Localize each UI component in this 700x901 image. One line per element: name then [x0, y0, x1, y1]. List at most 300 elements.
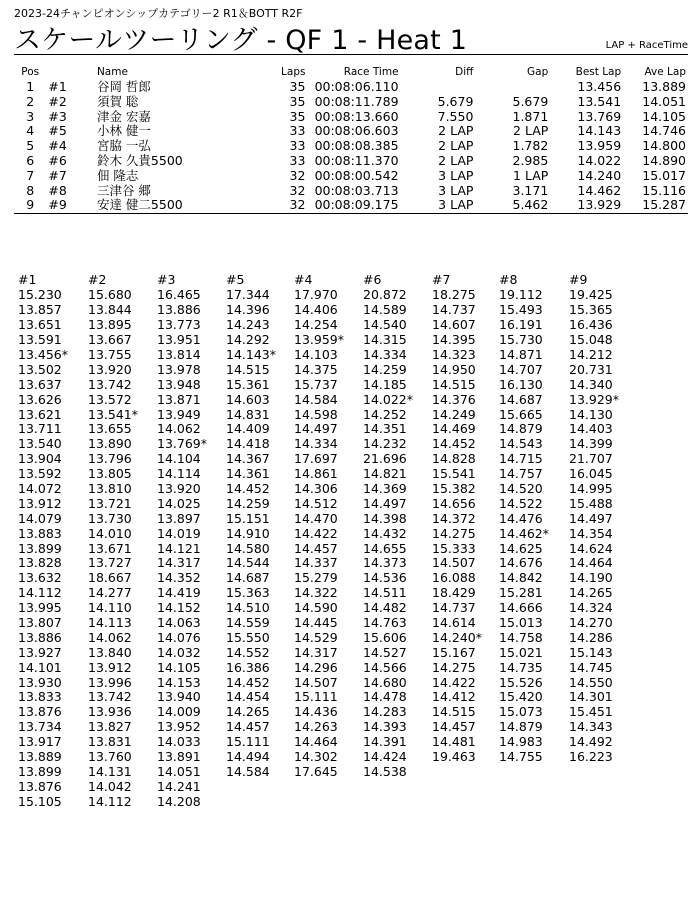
lap-time: 14.275 — [432, 525, 476, 541]
lap-time: 14.076 — [157, 629, 201, 645]
cell-ave-lap: 13.889 — [642, 79, 686, 94]
col-name: Name — [96, 66, 128, 78]
cell-number: #4 — [48, 138, 67, 154]
lap-time: 14.552 — [226, 644, 270, 660]
lap-time: 14.113 — [88, 614, 132, 630]
lap-time: 16.386 — [226, 659, 270, 675]
lap-time: 14.515 — [226, 361, 270, 377]
lap-time: 15.606 — [363, 629, 407, 645]
lap-time: 13.857 — [18, 302, 62, 318]
lap-column-header: #1 — [18, 272, 37, 287]
lap-time: 14.745 — [569, 659, 613, 675]
lap-time: 14.478 — [363, 689, 407, 705]
lap-column — [157, 273, 229, 810]
lap-time: 14.879 — [499, 719, 543, 735]
cell-laps: 33 — [289, 138, 306, 154]
lap-time: 15.420 — [499, 689, 543, 705]
lap-time: 14.543 — [499, 436, 543, 452]
cell-ave-lap: 15.017 — [642, 167, 686, 183]
lap-time: 14.821 — [363, 466, 407, 482]
cell-pos: 6 — [26, 152, 35, 168]
lap-time: 14.566 — [363, 659, 407, 675]
lap-time: 14.032 — [157, 644, 201, 660]
lap-column — [499, 273, 571, 765]
lap-time: 14.340 — [569, 376, 613, 392]
lap-time: 14.079 — [18, 510, 62, 526]
cell-pos: 9 — [14, 198, 46, 213]
lap-time: 14.063 — [157, 614, 201, 630]
cell-race-time: 00:08:06.110 — [314, 79, 399, 94]
cell-gap: 1.871 — [512, 108, 549, 124]
lap-time: 14.351 — [363, 421, 407, 437]
lap-time: 14.589 — [363, 302, 407, 318]
lap-time: 13.655 — [88, 421, 132, 437]
lap-time: 14.398 — [363, 510, 407, 526]
cell-name: 須賀 聡 — [96, 93, 139, 109]
cell-number: #8 — [48, 182, 67, 198]
cell-laps: 35 — [289, 108, 306, 124]
lap-time: 14.540 — [363, 317, 407, 333]
lap-time: 14.265 — [226, 704, 270, 720]
lap-time: 15.281 — [499, 585, 543, 601]
cell-gap: 5.462 — [475, 198, 550, 213]
lap-time: 14.469 — [432, 421, 476, 437]
lap-time: 15.451 — [569, 704, 613, 720]
lap-time: 14.375 — [294, 361, 338, 377]
lap-time: 14.527 — [363, 644, 407, 660]
lap-time: 14.452 — [432, 436, 476, 452]
lap-time: 14.607 — [432, 317, 476, 333]
lap-time: 14.025 — [157, 495, 201, 511]
page-title: スケールツーリング - QF 1 - Heat 1 — [14, 25, 468, 56]
col-diff: Diff — [455, 66, 474, 78]
lap-time: 13.727 — [88, 555, 132, 571]
lap-time: 14.464 — [569, 555, 613, 571]
lap-time: 13.883 — [18, 525, 62, 541]
lap-time: 13.769* — [157, 436, 207, 452]
lap-time: 14.406 — [294, 302, 338, 318]
lap-time: 14.130 — [569, 406, 613, 422]
lap-time: 14.317 — [157, 555, 201, 571]
lap-time: 14.409 — [226, 421, 270, 437]
lap-time: 13.540 — [18, 436, 62, 452]
lap-time: 15.737 — [294, 376, 338, 392]
lap-time: 14.419 — [157, 585, 201, 601]
lap-time: 14.105 — [157, 659, 201, 675]
lap-time: 13.502 — [18, 361, 62, 377]
lap-time: 15.105 — [18, 793, 62, 809]
lap-time: 14.243 — [226, 317, 270, 333]
lap-time: 13.978 — [157, 361, 201, 377]
lap-time: 14.831 — [226, 406, 270, 422]
lap-time: 14.259 — [226, 495, 270, 511]
lap-time: 14.462* — [499, 525, 549, 541]
lap-time: 15.073 — [499, 704, 543, 720]
lap-time: 14.861 — [294, 466, 338, 482]
lap-column-header: #7 — [432, 272, 451, 287]
table-row — [14, 184, 688, 199]
lap-time: 15.680 — [88, 287, 132, 303]
lap-time: 13.591 — [18, 332, 62, 348]
lap-time: 14.757 — [499, 466, 543, 482]
lap-time: 14.306 — [294, 480, 338, 496]
lap-time: 14.352 — [157, 570, 201, 586]
lap-time: 19.425 — [569, 287, 613, 303]
cell-name: 宮脇 一弘 — [96, 138, 151, 154]
lap-time: 13.840 — [88, 644, 132, 660]
lap-time: 14.372 — [432, 510, 476, 526]
cell-race-time: 00:08:00.542 — [314, 167, 399, 183]
lap-time: 14.275 — [432, 659, 476, 675]
results-table — [14, 66, 688, 214]
lap-time: 13.810 — [88, 480, 132, 496]
lap-time: 14.212 — [569, 346, 613, 362]
lap-time: 15.230 — [18, 287, 62, 303]
lap-time: 14.755 — [499, 749, 543, 764]
lap-time: 14.301 — [569, 689, 613, 705]
lap-time: 14.520 — [499, 480, 543, 496]
lap-time: 14.254 — [294, 317, 338, 333]
cell-ave-lap: 14.746 — [642, 123, 686, 139]
lap-time: 17.344 — [226, 287, 270, 303]
lap-time: 14.317 — [294, 644, 338, 660]
table-row — [14, 95, 688, 110]
lap-time: 13.721 — [88, 495, 132, 511]
lap-time: 13.773 — [157, 317, 201, 333]
lap-column — [363, 273, 435, 780]
col-gap: Gap — [527, 66, 549, 78]
lap-time: 14.707 — [499, 361, 543, 377]
cell-gap: 2.985 — [512, 152, 549, 168]
cell-pos: 7 — [26, 167, 35, 183]
lap-time: 13.760 — [88, 749, 132, 764]
lap-time: 14.515 — [432, 376, 476, 392]
table-row — [14, 139, 688, 154]
lap-time: 14.361 — [226, 466, 270, 482]
lap-time: 13.592 — [18, 466, 62, 482]
lap-time: 14.715 — [499, 451, 543, 467]
lap-time: 14.334 — [294, 436, 338, 452]
cell-ave-lap: 15.287 — [623, 198, 688, 213]
lap-time: 14.323 — [432, 346, 476, 362]
lap-time: 14.497 — [294, 421, 338, 437]
col-pos: Pos — [21, 66, 40, 78]
lap-time: 14.324 — [569, 600, 613, 616]
lap-column — [294, 273, 366, 780]
cell-laps: 32 — [251, 198, 308, 213]
lap-time: 15.111 — [294, 689, 338, 705]
lap-time: 14.507 — [432, 555, 476, 571]
lap-time: 13.899 — [18, 763, 62, 779]
cell-number: #6 — [48, 152, 67, 168]
lap-time: 13.936 — [88, 704, 132, 720]
lap-time: 13.871 — [157, 391, 201, 407]
lap-time: 14.315 — [363, 332, 407, 348]
lap-time: 13.897 — [157, 510, 201, 526]
lap-time: 15.021 — [499, 644, 543, 660]
cell-race-time: 00:08:06.603 — [314, 123, 399, 139]
lap-time: 14.476 — [499, 510, 543, 526]
lap-time: 13.920 — [88, 361, 132, 377]
lap-time: 15.730 — [499, 332, 543, 348]
lap-time: 14.494 — [226, 749, 270, 764]
lap-time: 13.831 — [88, 734, 132, 750]
cell-number: #5 — [48, 123, 67, 139]
lap-time: 13.814 — [157, 346, 201, 362]
lap-time: 14.481 — [432, 734, 476, 750]
cell-ave-lap: 14.800 — [642, 138, 686, 154]
lap-time: 13.952 — [157, 719, 201, 735]
results-header-row — [14, 66, 688, 80]
lap-time: 15.013 — [499, 614, 543, 630]
lap-time: 14.292 — [226, 332, 270, 348]
lap-time: 14.104 — [157, 451, 201, 467]
lap-time: 13.651 — [18, 317, 62, 333]
lap-time: 14.842 — [499, 570, 543, 586]
lap-time: 14.614 — [432, 614, 476, 630]
lap-time: 14.121 — [157, 540, 201, 556]
lap-time: 14.550 — [569, 674, 613, 690]
cell-name: 小林 健一 — [96, 123, 151, 139]
lap-time: 13.889 — [18, 749, 62, 764]
lap-time: 14.536 — [363, 570, 407, 586]
lap-time: 14.112 — [18, 585, 62, 601]
lap-time: 19.463 — [432, 749, 476, 764]
lap-time: 20.872 — [363, 287, 407, 303]
cell-gap: 2 LAP — [513, 123, 549, 139]
lap-time: 14.598 — [294, 406, 338, 422]
lap-time: 14.051 — [157, 763, 201, 779]
lap-time: 14.112 — [88, 793, 132, 809]
cell-race-time: 00:08:11.370 — [314, 152, 399, 168]
cell-diff: 3 LAP — [401, 198, 476, 213]
lap-time: 13.890 — [88, 436, 132, 452]
lap-time: 13.734 — [18, 719, 62, 735]
lap-time: 14.022* — [363, 391, 413, 407]
lap-time: 15.550 — [226, 629, 270, 645]
lap-time: 14.422 — [294, 525, 338, 541]
lap-time: 17.697 — [294, 451, 338, 467]
lap-column-header: #6 — [363, 272, 382, 287]
results-body — [14, 80, 688, 214]
lap-time: 14.763 — [363, 614, 407, 630]
lap-time: 13.667 — [88, 332, 132, 348]
lap-time: 14.265 — [569, 585, 613, 601]
lap-time: 14.103 — [294, 346, 338, 362]
lap-time: 13.927 — [18, 644, 62, 660]
cell-name: 佃 隆志 — [96, 167, 139, 183]
col-number — [46, 66, 95, 80]
cell-pos: 3 — [26, 108, 35, 124]
lap-time: 14.522 — [499, 495, 543, 511]
cell-gap: 3.171 — [512, 182, 549, 198]
cell-pos: 8 — [26, 182, 35, 198]
cell-number: #1 — [48, 79, 67, 94]
cell-race-time: 00:08:13.660 — [314, 108, 399, 124]
lap-time: 16.088 — [432, 570, 476, 586]
lap-time: 13.541* — [88, 406, 138, 422]
cell-best-lap: 13.769 — [577, 108, 622, 124]
lap-time: 14.515 — [432, 704, 476, 720]
lap-column — [432, 273, 504, 765]
lap-time: 14.590 — [294, 600, 338, 616]
cell-pos: 4 — [26, 123, 35, 139]
cell-pos: 2 — [26, 93, 35, 109]
lap-time: 13.929* — [569, 391, 619, 407]
cell-diff: 2 LAP — [438, 152, 474, 168]
cell-best-lap: 14.143 — [577, 123, 622, 139]
lap-column — [226, 273, 298, 780]
table-row — [14, 80, 688, 95]
lap-time: 15.365 — [569, 302, 613, 318]
lap-time: 15.541 — [432, 466, 476, 482]
lap-time: 13.876 — [18, 778, 62, 794]
cell-diff — [401, 80, 476, 95]
lap-time: 14.110 — [88, 600, 132, 616]
lap-time: 14.208 — [157, 793, 201, 809]
lap-time: 15.361 — [226, 376, 270, 392]
cell-gap: 1.782 — [512, 138, 549, 154]
lap-column-header: #9 — [569, 272, 588, 287]
lap-time: 15.048 — [569, 332, 613, 348]
cell-gap — [475, 80, 550, 95]
cell-pos: 1 — [26, 79, 35, 94]
table-row — [14, 169, 688, 184]
lap-time: 14.412 — [432, 689, 476, 705]
lap-time: 15.526 — [499, 674, 543, 690]
lap-time: 14.019 — [157, 525, 201, 541]
lap-time: 14.436 — [294, 704, 338, 720]
col-race-time: Race Time — [343, 66, 399, 78]
cell-diff: 2 LAP — [438, 138, 474, 154]
lap-time: 14.302 — [294, 749, 338, 764]
lap-time: 14.403 — [569, 421, 613, 437]
lap-time: 13.930 — [18, 674, 62, 690]
lap-time: 13.833 — [18, 689, 62, 705]
lap-time: 14.470 — [294, 510, 338, 526]
title-divider — [14, 54, 688, 55]
lap-time: 14.950 — [432, 361, 476, 377]
lap-time: 14.538 — [363, 763, 407, 779]
lap-time: 13.891 — [157, 749, 201, 764]
lap-time: 14.334 — [363, 346, 407, 362]
lap-time: 14.010 — [88, 525, 132, 541]
lap-time: 15.279 — [294, 570, 338, 586]
lap-time: 14.584 — [294, 391, 338, 407]
lap-time: 14.270 — [569, 614, 613, 630]
lap-time: 13.742 — [88, 376, 132, 392]
lap-time: 13.637 — [18, 376, 62, 392]
lap-time: 14.758 — [499, 629, 543, 645]
lap-time: 13.844 — [88, 302, 132, 318]
lap-time: 15.167 — [432, 644, 476, 660]
lap-time: 15.488 — [569, 495, 613, 511]
lap-time: 14.369 — [363, 480, 407, 496]
lap-time: 13.671 — [88, 540, 132, 556]
lap-time: 18.275 — [432, 287, 476, 303]
lap-column-header: #8 — [499, 272, 518, 287]
lap-time: 14.624 — [569, 540, 613, 556]
lap-time: 14.418 — [226, 436, 270, 452]
lap-time: 13.632 — [18, 570, 62, 586]
lap-time: 14.153 — [157, 674, 201, 690]
lap-time: 14.735 — [499, 659, 543, 675]
lap-time: 14.373 — [363, 555, 407, 571]
lap-time: 14.185 — [363, 376, 407, 392]
lap-time: 14.676 — [499, 555, 543, 571]
lap-time: 14.559 — [226, 614, 270, 630]
lap-time: 15.333 — [432, 540, 476, 556]
lap-time: 15.111 — [226, 734, 270, 750]
lap-column — [18, 273, 90, 810]
lap-time: 14.240* — [432, 629, 482, 645]
lap-time: 14.252 — [363, 406, 407, 422]
cell-number: #2 — [48, 93, 67, 109]
lap-time: 13.805 — [88, 466, 132, 482]
lap-time: 14.482 — [363, 600, 407, 616]
lap-time: 14.367 — [226, 451, 270, 467]
lap-time: 13.912 — [18, 495, 62, 511]
cell-race-time: 00:08:09.175 — [307, 198, 400, 213]
lap-time: 14.152 — [157, 600, 201, 616]
lap-time: 14.687 — [499, 391, 543, 407]
lap-time: 17.970 — [294, 287, 338, 303]
cell-diff: 3 LAP — [438, 167, 474, 183]
lap-time: 14.656 — [432, 495, 476, 511]
lap-time: 14.143* — [226, 346, 276, 362]
lap-time: 16.465 — [157, 287, 201, 303]
lap-time: 13.959* — [294, 332, 344, 348]
lap-time: 14.737 — [432, 600, 476, 616]
lap-time: 14.828 — [432, 451, 476, 467]
lap-time: 14.452 — [226, 674, 270, 690]
lap-time: 14.497 — [569, 510, 613, 526]
lap-time: 13.742 — [88, 689, 132, 705]
lap-time: 14.131 — [88, 763, 132, 779]
cell-best-lap: 13.959 — [577, 138, 622, 154]
lap-time: 13.899 — [18, 540, 62, 556]
lap-time: 14.457 — [432, 719, 476, 735]
lap-time: 14.277 — [88, 585, 132, 601]
cell-laps: 33 — [289, 152, 306, 168]
lap-time: 15.363 — [226, 585, 270, 601]
lap-time: 14.544 — [226, 555, 270, 571]
lap-time: 14.497 — [363, 495, 407, 511]
lap-time: 14.511 — [363, 585, 407, 601]
lap-time: 14.879 — [499, 421, 543, 437]
lap-time: 14.376 — [432, 391, 476, 407]
lap-time: 17.645 — [294, 763, 338, 779]
lap-time: 13.920 — [157, 480, 201, 496]
lap-time: 16.191 — [499, 317, 543, 333]
cell-ave-lap: 14.105 — [642, 108, 686, 124]
lap-time: 14.396 — [226, 302, 270, 318]
cell-ave-lap: 14.051 — [642, 93, 686, 109]
cell-best-lap: 13.456 — [577, 79, 622, 94]
lap-time: 14.464 — [294, 734, 338, 750]
lap-time: 14.395 — [432, 332, 476, 348]
lap-time: 14.296 — [294, 659, 338, 675]
lap-time: 13.948 — [157, 376, 201, 392]
lap-time: 14.512 — [294, 495, 338, 511]
cell-race-time: 00:08:08.385 — [314, 138, 399, 154]
lap-time: 14.737 — [432, 302, 476, 318]
lap-time: 13.755 — [88, 346, 132, 362]
lap-column-header: #2 — [88, 272, 107, 287]
lap-time: 16.045 — [569, 466, 613, 482]
lap-time: 14.680 — [363, 674, 407, 690]
cell-laps: 32 — [289, 182, 306, 198]
